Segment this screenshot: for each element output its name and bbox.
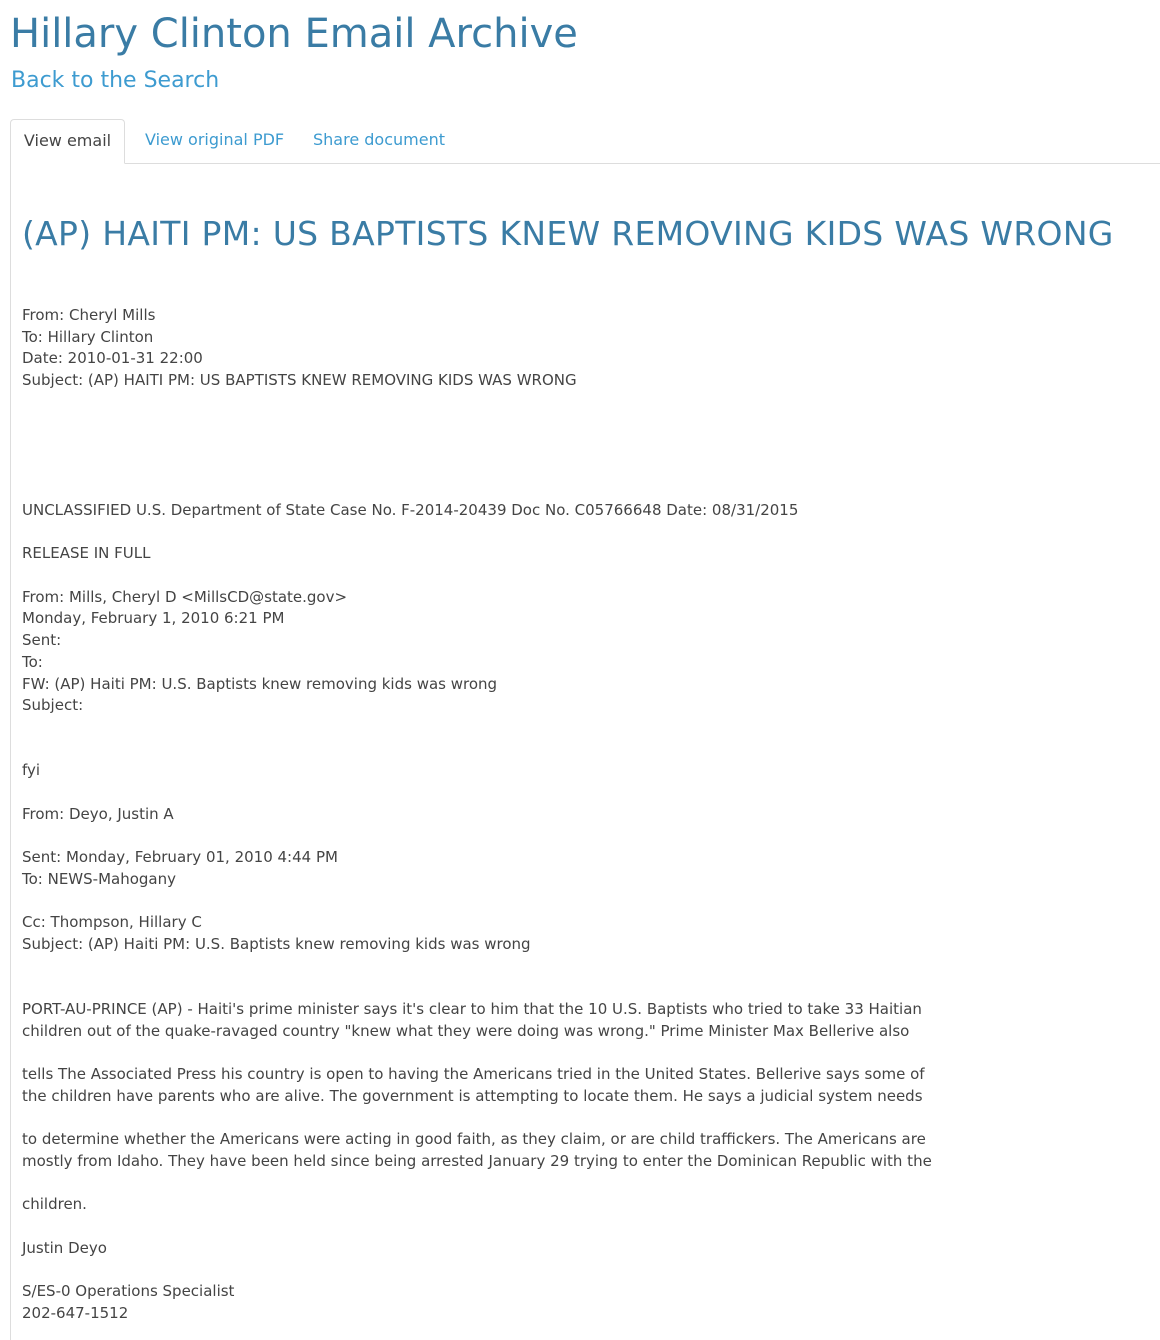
email-body-line: PORT-AU-PRINCE (AP) - Haiti's prime minister says it's clear to him that the 10 U.S. Baptists who tried to take 33 Haitian: [22, 1000, 922, 1019]
email-body-line: Justin Deyo: [22, 1238, 107, 1257]
email-body-line: the children have parents who are alive. The government is attempting to locate them. He says a judicial system needs: [22, 1086, 923, 1105]
email-body-line: [22, 956, 932, 978]
tab-view-original-pdf[interactable]: View original PDF: [145, 130, 285, 149]
email-panel: [10, 163, 1160, 1340]
email-body-line: children out of the quake-ravaged country "knew what they were doing was wrong." Prime Minister Max Bellerive also: [22, 1021, 910, 1040]
email-title: (AP) HAITI PM: US BAPTISTS KNEW REMOVING KIDS WAS WRONG: [22, 214, 1114, 253]
email-from: From: Cheryl Mills: [22, 306, 156, 324]
email-body-line: [22, 1173, 932, 1195]
email-body-line: children.: [22, 1195, 87, 1214]
email-body: [22, 500, 932, 1325]
email-body-line: [22, 1042, 932, 1064]
email-body-line: Sent: Monday, February 01, 2010 4:44 PM: [22, 848, 338, 867]
email-body-line: S/ES-0 Operations Specialist: [22, 1282, 235, 1301]
email-to: To: Hillary Clinton: [22, 327, 154, 346]
email-body-line: [22, 717, 932, 739]
email-body-line: tells The Associated Press his country is open to having the Americans tried in the United States. Bellerive says some of: [22, 1065, 925, 1084]
email-body-line: fyi: [22, 761, 41, 780]
email-body-line: [22, 825, 932, 847]
tab-view-email[interactable]: View email: [10, 119, 125, 164]
email-body-line: Subject: (AP) Haiti PM: U.S. Baptists knew removing kids was wrong: [22, 934, 531, 953]
email-body-line: UNCLASSIFIED U.S. Department of State Case No. F-2014-20439 Doc No. C05766648 Date: 08/31/2015: [22, 501, 799, 519]
email-body-line: to determine whether the Americans were acting in good faith, as they claim, or are child traffickers. The Americans are: [22, 1130, 926, 1149]
email-body-line: [22, 565, 932, 587]
email-body-line: To:: [22, 652, 43, 671]
email-body-line: From: Deyo, Justin A: [22, 804, 174, 823]
email-body-line: 202-647-1512: [22, 1303, 129, 1322]
email-body-line: [22, 522, 932, 544]
email-body-line: Sent:: [22, 631, 62, 650]
back-to-search-link[interactable]: Back to the Search: [11, 68, 220, 93]
email-body-line: [22, 891, 932, 913]
site-title: Hillary Clinton Email Archive: [10, 11, 578, 57]
email-body-line: Monday, February 1, 2010 6:21 PM: [22, 609, 285, 628]
email-date: Date: 2010-01-31 22:00: [22, 349, 203, 368]
email-subject: Subject: (AP) HAITI PM: US BAPTISTS KNEW REMOVING KIDS WAS WRONG: [22, 371, 577, 390]
email-body-line: Subject:: [22, 696, 84, 715]
email-body-line: From: Mills, Cheryl D <MillsCD@state.gov>: [22, 587, 348, 606]
email-body-line: [22, 977, 932, 999]
email-metadata: [22, 305, 577, 392]
email-body-line: To: NEWS-Mahogany: [22, 869, 176, 888]
email-body-line: FW: (AP) Haiti PM: U.S. Baptists knew removing kids was wrong: [22, 674, 498, 693]
email-body-line: [22, 1259, 932, 1281]
email-body-line: [22, 739, 932, 761]
tab-bar: [10, 119, 1160, 164]
email-body-line: [22, 1108, 932, 1130]
email-body-line: [22, 1216, 932, 1238]
tab-share-document[interactable]: Share document: [313, 130, 445, 149]
email-body-line: mostly from Idaho. They have been held since being arrested January 29 trying to enter the Dominican Republic with the: [22, 1151, 932, 1170]
email-body-line: [22, 782, 932, 804]
email-body-line: Cc: Thompson, Hillary C: [22, 913, 202, 932]
email-body-line: RELEASE IN FULL: [22, 544, 151, 563]
